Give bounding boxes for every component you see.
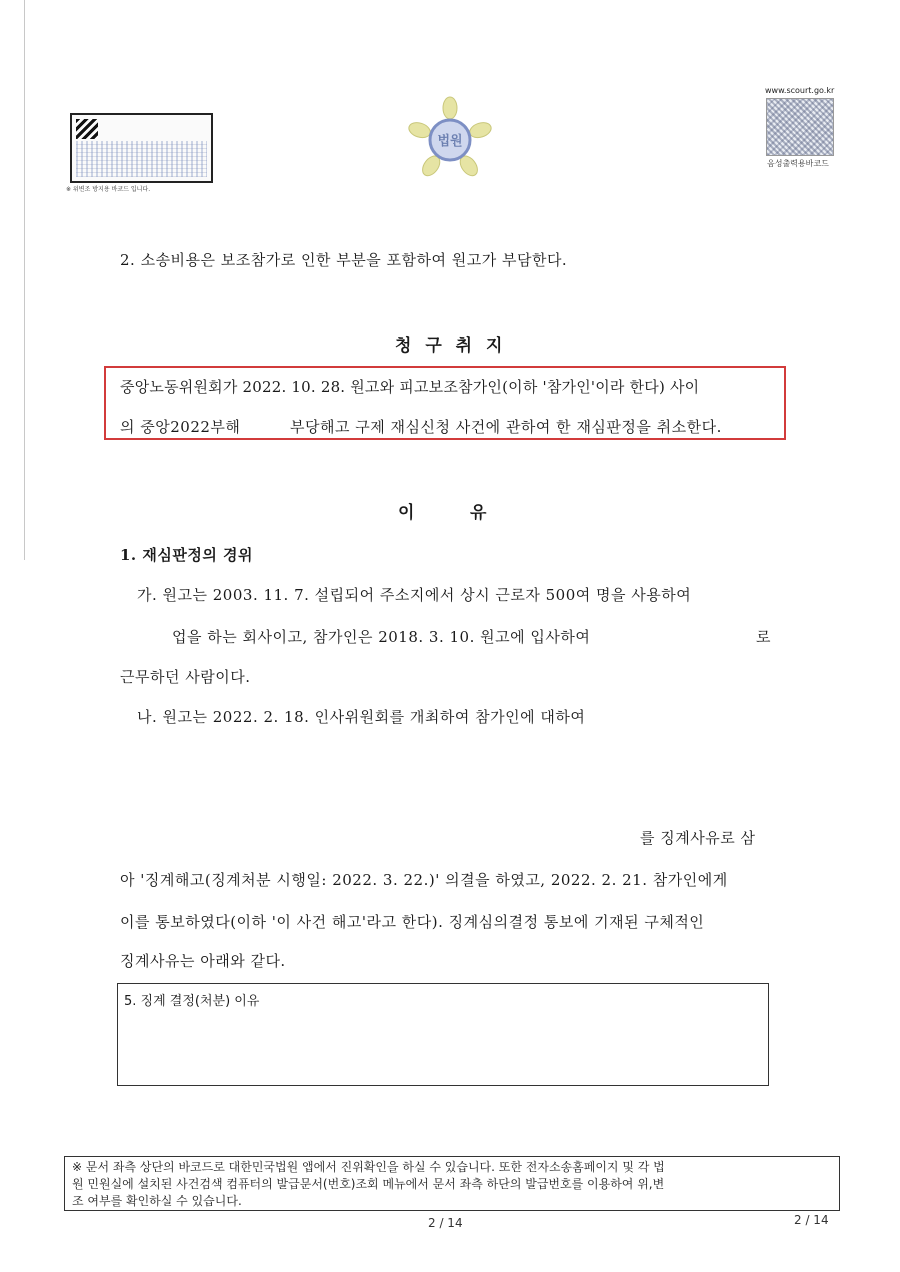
reason-box-title: 5. 징계 결정(처분) 이유 bbox=[124, 994, 260, 1009]
footer-notice-line-1: ※ 문서 좌측 상단의 바코드로 대한민국법원 앱에서 진위확인을 하실 수 있습니다. 또한 전자소송홈페이지 및 각 법 bbox=[72, 1160, 665, 1174]
reason-heading-a: 이 bbox=[398, 503, 419, 523]
na-line-2: 를 징계사유로 삼 bbox=[640, 829, 756, 847]
ga-line-3: 근무하던 사람이다. bbox=[120, 668, 251, 686]
barcode-pattern bbox=[76, 141, 207, 177]
court-emblem-icon bbox=[405, 96, 495, 182]
claim-line-1: 중앙노동위원회가 2022. 10. 28. 원고와 피고보조참가인(이하 '참가인'이라 한다) 사이 bbox=[120, 378, 700, 396]
na-line-5: 징계사유는 아래와 같다. bbox=[120, 952, 286, 970]
page-number-right: 2 / 14 bbox=[794, 1213, 829, 1227]
barcode-corner-mark bbox=[76, 119, 98, 139]
na-line-1: 나. 원고는 2022. 2. 18. 인사위원회를 개최하여 참가인에 대하여 bbox=[137, 708, 586, 726]
barcode-caption: ※ 위변조 방지용 바코드 입니다. bbox=[66, 186, 151, 193]
emblem-label: 법원 bbox=[437, 134, 463, 149]
scourt-url: www.scourt.go.kr bbox=[765, 86, 835, 95]
reason-heading-b: 유 bbox=[470, 503, 491, 523]
claim-line-2-b: 부당해고 구제 재심신청 사건에 관하여 한 재심판정을 취소한다. bbox=[290, 418, 722, 436]
footer-notice-line-3: 조 여부를 확인하실 수 있습니다. bbox=[72, 1194, 242, 1208]
costs-line: 2. 소송비용은 보조참가로 인한 부분을 포함하여 원고가 부담한다. bbox=[120, 251, 568, 269]
section-1-title: 1. 재심판정의 경위 bbox=[120, 546, 254, 564]
ga-line-1: 가. 원고는 2003. 11. 7. 설립되어 주소지에서 상시 근로자 500여 명을 사용하여 bbox=[137, 586, 692, 604]
qr-caption: 음성출력용바코드 bbox=[767, 159, 829, 168]
voice-output-barcode bbox=[766, 98, 834, 156]
ga-line-2-a: 업을 하는 회사이고, 참가인은 2018. 3. 10. 원고에 입사하여 bbox=[172, 628, 591, 646]
claim-heading: 청 구 취 지 bbox=[395, 336, 507, 356]
anti-forgery-barcode bbox=[70, 113, 213, 183]
fold-line bbox=[24, 0, 25, 560]
page-number-center: 2 / 14 bbox=[428, 1216, 463, 1230]
na-line-3: 아 '징계해고(징계처분 시행일: 2022. 3. 22.)' 의결을 하였고, 2022. 2. 21. 참가인에게 bbox=[120, 871, 728, 889]
footer-notice-line-2: 원 민원실에 설치된 사건검색 컴퓨터의 발급문서(번호)조회 메뉴에서 문서 좌측 하단의 발급번호를 이용하여 위,변 bbox=[72, 1177, 665, 1191]
footer-notice bbox=[72, 1159, 834, 1210]
claim-line-2-a: 의 중앙2022부해 bbox=[120, 418, 241, 436]
na-line-4: 이를 통보하였다(이하 '이 사건 해고'라고 한다). 징계심의결정 통보에 기재된 구체적인 bbox=[120, 913, 705, 931]
ga-line-2-b: 로 bbox=[756, 628, 771, 646]
